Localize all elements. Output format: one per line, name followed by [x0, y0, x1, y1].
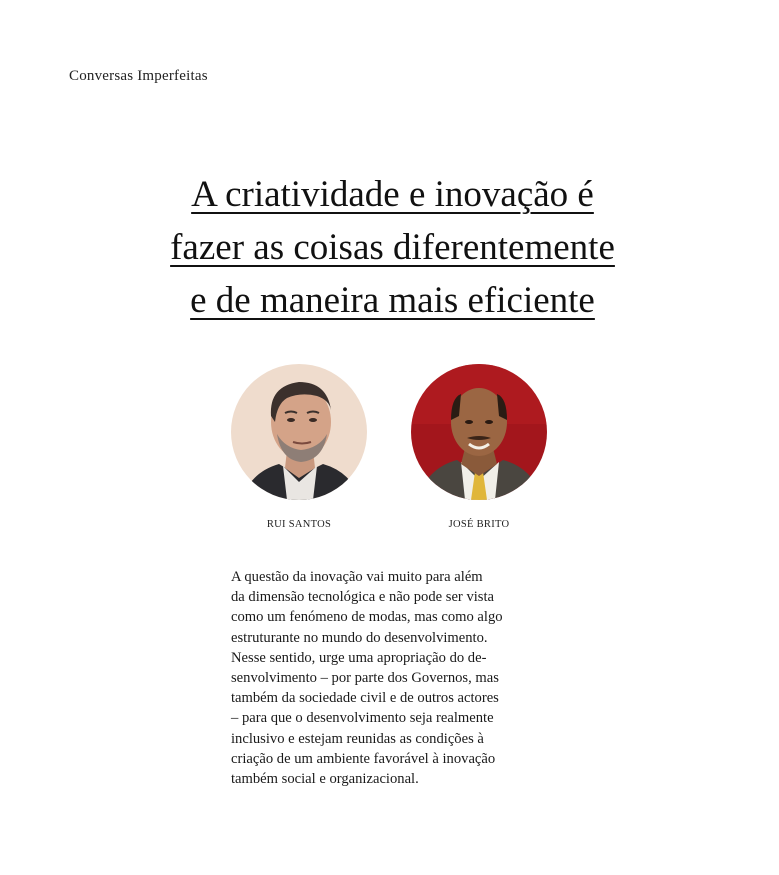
title-line: fazer as coisas diferentemente — [170, 227, 615, 268]
article-title — [90, 168, 695, 327]
title-line: e de maneira mais eficiente — [190, 280, 595, 321]
body-line: – para que o desenvolvimento seja realmente — [231, 710, 494, 727]
portrait-jose-brito — [411, 364, 547, 500]
body-line: A questão da inovação vai muito para além — [231, 569, 483, 585]
body-line: como um fenómeno de modas, mas como algo — [231, 609, 503, 626]
body-line: criação de um ambiente favorável à inovação — [231, 750, 496, 767]
body-line: estruturante no mundo do desenvolvimento. — [231, 629, 488, 646]
body-line: inclusivo e estejam reunidas as condições à — [231, 730, 484, 747]
person-name: JOSÉ BRITO — [448, 519, 510, 530]
body-line: Nesse sentido, urge uma apropriação do de- — [231, 649, 487, 666]
section-label: Conversas Imperfeitas — [69, 68, 208, 84]
body-line: também da sociedade civil e de outros actores — [231, 690, 499, 707]
body-line: da dimensão tecnológica e não pode ser vista — [231, 589, 495, 606]
body-line: também social e organizacional. — [231, 771, 419, 788]
title-line: A criatividade e inovação é — [191, 174, 594, 215]
article-body — [231, 567, 553, 789]
portrait-rui-santos — [231, 364, 367, 500]
person-name: RUI SANTOS — [266, 519, 332, 530]
body-line: senvolvimento – por parte dos Governos, mas — [231, 670, 499, 687]
